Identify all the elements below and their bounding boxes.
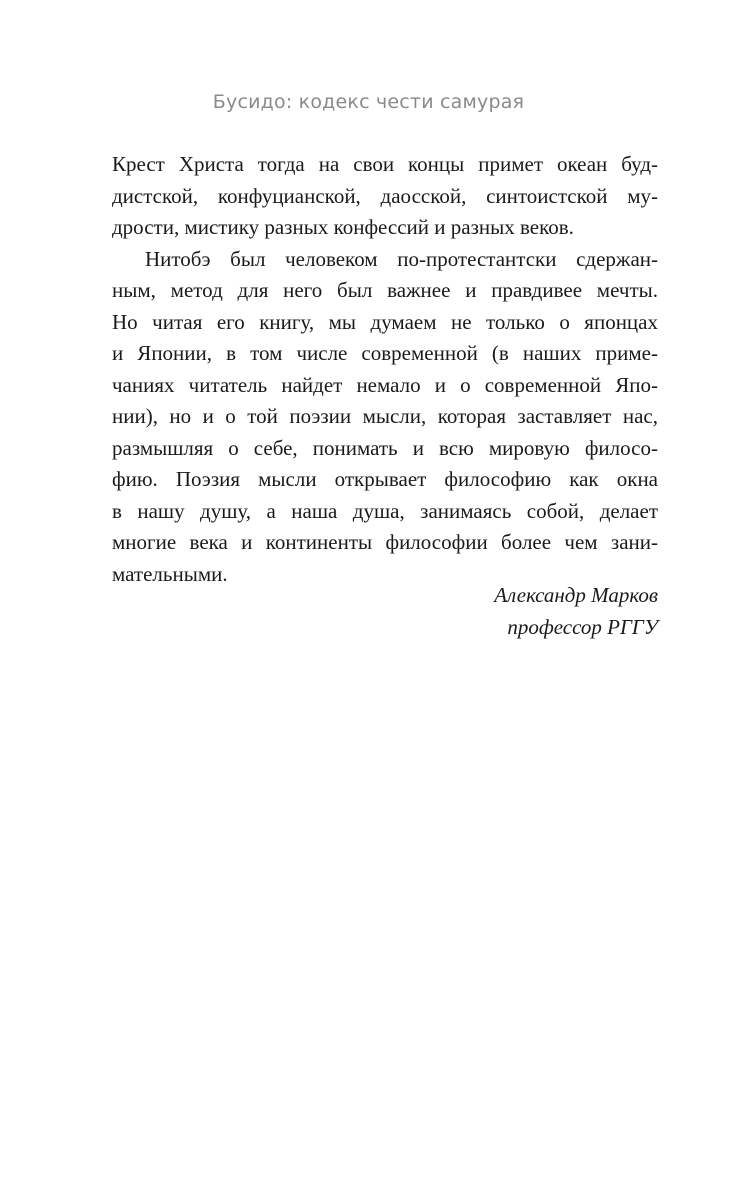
text-line: нии), но и о той поэзии мысли, которая заставляет нас,: [112, 404, 658, 428]
text-line: и Японии, в том числе современной (в наших приме-: [112, 341, 658, 365]
text-line: в нашу душу, а наша душа, занимаясь собой, делает: [112, 498, 658, 523]
text-line: дистской, конфуцианской, даосской, синтоистской му-: [112, 183, 658, 208]
text-line: дрости, мистику разных конфессий и разных веков.: [112, 215, 574, 239]
body-text: [112, 149, 658, 590]
text-line: Но читая его книгу, мы думаем не только о японцах: [112, 309, 658, 334]
text-line: Крест Христа тогда на свои концы примет океан буд-: [112, 152, 658, 176]
text-line: Нитобэ был человеком по-протестантски сдержан-: [145, 246, 658, 271]
running-title: Бусидо: кодекс чести самурая: [212, 91, 525, 113]
paragraph: [112, 244, 658, 591]
text-line: многие века и континенты философии более чем зани-: [112, 530, 658, 554]
paragraph: [112, 149, 658, 244]
author-title: профессор РГГУ: [507, 614, 658, 639]
text-line: ным, метод для него был важнее и правдивее мечты.: [112, 278, 658, 302]
author-name: Александр Марков: [494, 583, 658, 607]
text-line: чаниях читатель найдет немало и о современной Япо-: [112, 372, 658, 397]
signature: [494, 580, 658, 643]
text-line: размышляя о себе, понимать и всю мировую филосо-: [112, 435, 658, 460]
text-line: фию. Поэзия мысли открывает философию как окна: [112, 467, 658, 491]
text-line: мательными.: [112, 561, 228, 586]
